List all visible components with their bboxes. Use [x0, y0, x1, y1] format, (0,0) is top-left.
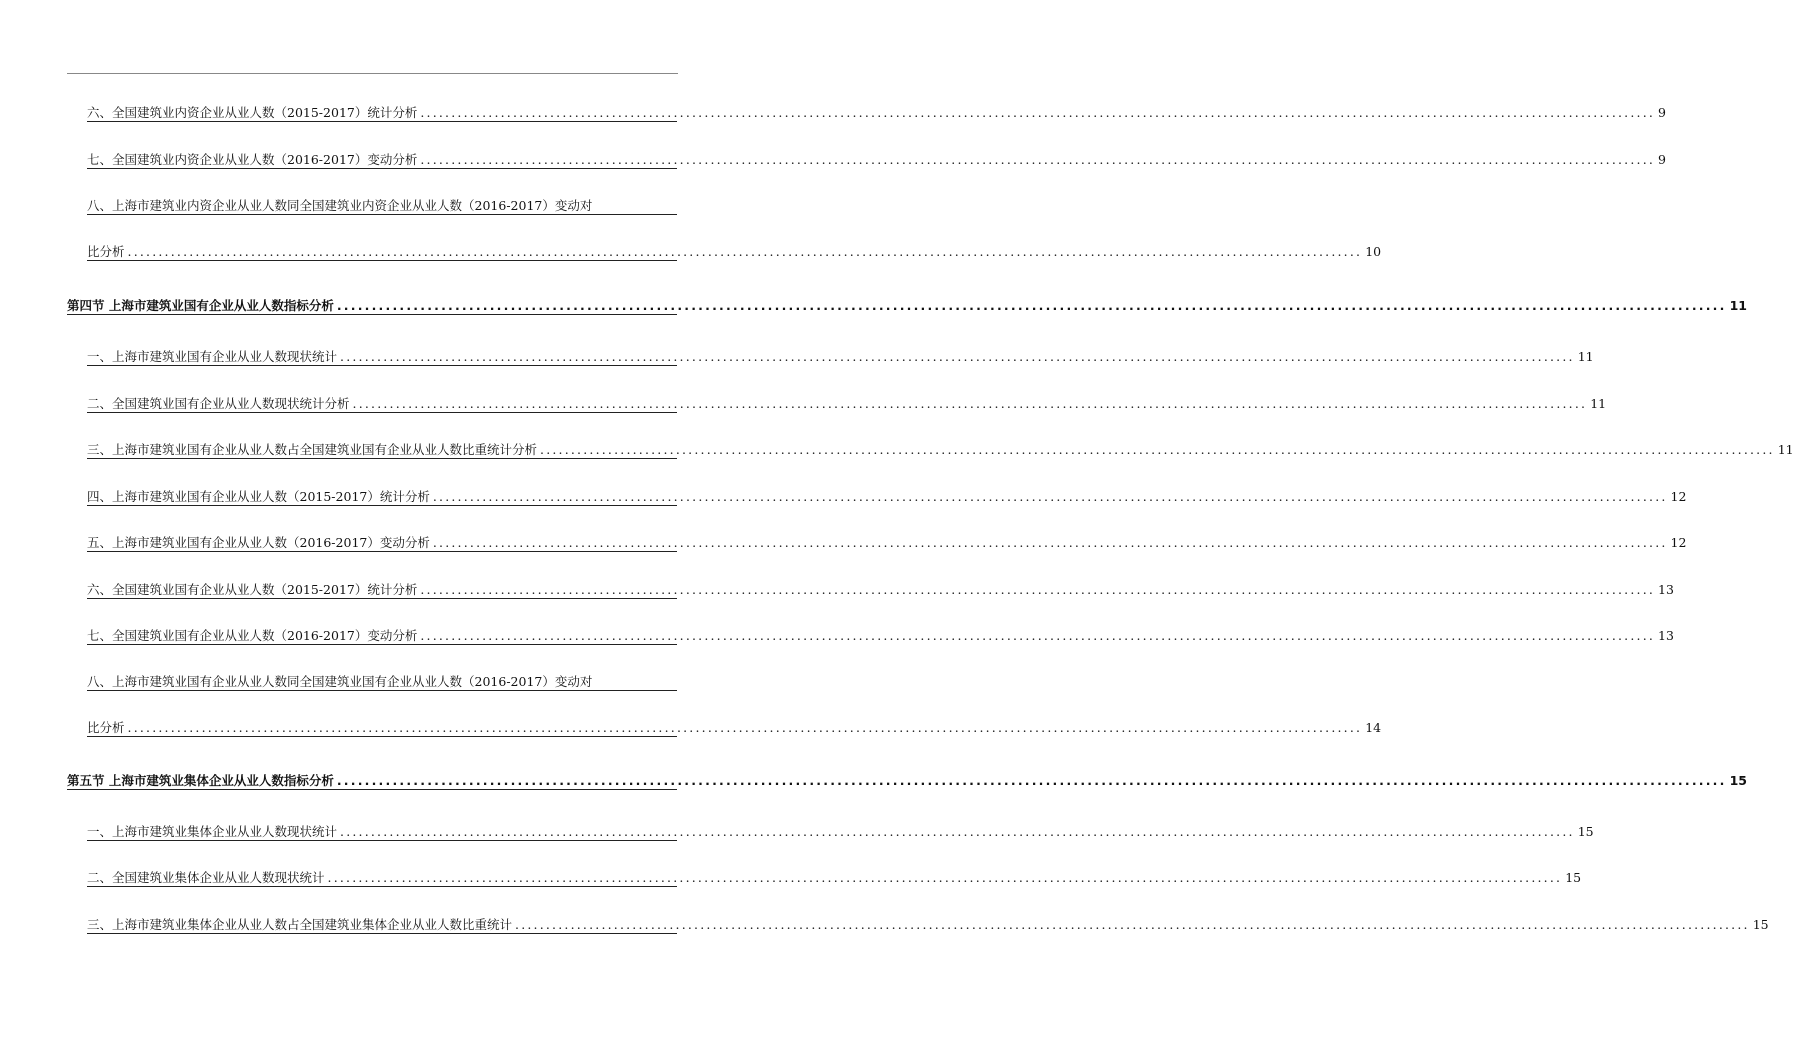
dot-leader: ........................................................................................................................................................................................................	[420, 105, 1656, 120]
toc-page-number: 14	[1365, 720, 1382, 735]
header-rule	[67, 73, 678, 74]
toc-page-number: 9	[1658, 152, 1666, 167]
toc-entry-title: 一、上海市建筑业国有企业从业人数现状统计	[87, 349, 338, 364]
dot-leader: ........................................................................................................................................................................................................	[420, 628, 1656, 643]
dot-leader: ........................................................................................................................................................................................................	[432, 489, 1668, 504]
toc-page-number: 10	[1365, 244, 1382, 259]
toc-page-number: 11	[1777, 442, 1794, 457]
toc-entry-link[interactable]	[87, 348, 1594, 366]
toc-entry-title: 七、全国建筑业国有企业从业人数（2016-2017）变动分析	[87, 628, 418, 643]
toc-entry-link[interactable]	[87, 719, 1382, 737]
toc-entry-title: 六、全国建筑业国有企业从业人数（2015-2017）统计分析	[87, 582, 418, 597]
toc-entry-link[interactable]	[87, 534, 1687, 552]
dot-leader: ........................................................................................................................................................................................................	[540, 442, 1775, 457]
toc-entry-link[interactable]	[87, 869, 1582, 887]
toc-entry-title: 八、上海市建筑业国有企业从业人数同全国建筑业国有企业从业人数（2016-2017）变动对	[87, 674, 593, 689]
toc-entry-link[interactable]	[87, 488, 1687, 506]
toc-entry-link[interactable]	[87, 823, 1594, 841]
toc-entry-title: 三、上海市建筑业国有企业从业人数占全国建筑业国有企业从业人数比重统计分析	[87, 442, 538, 457]
toc-entry-link[interactable]	[87, 197, 677, 215]
dot-leader: ........................................................................................................................................................................................................	[327, 870, 1563, 885]
toc-entry-title: 二、全国建筑业集体企业从业人数现状统计	[87, 870, 325, 885]
toc-entry-title: 比分析	[87, 244, 125, 259]
toc-page-number: 15	[1752, 917, 1769, 932]
toc-section-link[interactable]	[67, 772, 1747, 790]
toc-entry-link[interactable]	[87, 243, 1382, 261]
dot-leader: ........................................................................................................................................................................................................	[432, 535, 1668, 550]
toc-entry-title: 七、全国建筑业内资企业从业人数（2016-2017）变动分析	[87, 152, 418, 167]
dot-leader: ........................................................................................................................................................................................................	[127, 244, 1363, 259]
toc-entry-link[interactable]	[87, 441, 1794, 459]
toc-page-number: 13	[1658, 582, 1674, 597]
dot-leader: ........................................................................................................................................................................................................	[127, 720, 1363, 735]
toc-entry-title: 第四节 上海市建筑业国有企业从业人数指标分析	[67, 298, 334, 313]
toc-page-number: 13	[1658, 628, 1674, 643]
toc-page-number: 15	[1729, 773, 1747, 788]
toc-page-number: 11	[1590, 396, 1607, 411]
dot-leader: ........................................................................................................................................................................................................	[420, 152, 1656, 167]
toc-entry-link[interactable]	[87, 673, 677, 691]
toc-section-link[interactable]	[67, 297, 1747, 315]
toc-entry-title: 三、上海市建筑业集体企业从业人数占全国建筑业集体企业从业人数比重统计	[87, 917, 513, 932]
toc-page-number: 11	[1577, 349, 1594, 364]
toc-page-number: 15	[1565, 870, 1582, 885]
toc-entry-link[interactable]	[87, 916, 1769, 934]
dot-leader: ........................................................................................................................................................................................................	[352, 396, 1588, 411]
dot-leader: ........................................................................................................................................................................................................	[340, 824, 1575, 839]
dot-leader: ........................................................................................................................................................................................................	[336, 773, 1727, 788]
toc-entry-link[interactable]	[87, 395, 1607, 413]
toc-entry-title: 六、全国建筑业内资企业从业人数（2015-2017）统计分析	[87, 105, 418, 120]
dot-leader: ........................................................................................................................................................................................................	[515, 917, 1750, 932]
toc-entry-title: 二、全国建筑业国有企业从业人数现状统计分析	[87, 396, 350, 411]
toc-page-number: 15	[1577, 824, 1594, 839]
toc-entry-title: 一、上海市建筑业集体企业从业人数现状统计	[87, 824, 338, 839]
toc-entry-title: 第五节 上海市建筑业集体企业从业人数指标分析	[67, 773, 334, 788]
toc-page-number: 11	[1729, 298, 1747, 313]
toc-page-number: 12	[1670, 489, 1687, 504]
dot-leader: ........................................................................................................................................................................................................	[340, 349, 1575, 364]
toc-entry-link[interactable]	[87, 581, 1674, 599]
dot-leader: ........................................................................................................................................................................................................	[420, 582, 1656, 597]
toc-page-number: 12	[1670, 535, 1687, 550]
toc-entry-link[interactable]	[87, 104, 1666, 122]
toc-entry-title: 四、上海市建筑业国有企业从业人数（2015-2017）统计分析	[87, 489, 430, 504]
toc-page-number: 9	[1658, 105, 1666, 120]
dot-leader: ........................................................................................................................................................................................................	[336, 298, 1727, 313]
toc-entry-link[interactable]	[87, 151, 1666, 169]
toc-entry-title: 五、上海市建筑业国有企业从业人数（2016-2017）变动分析	[87, 535, 430, 550]
toc-entry-title: 比分析	[87, 720, 125, 735]
toc-entry-link[interactable]	[87, 627, 1674, 645]
toc-entry-title: 八、上海市建筑业内资企业从业人数同全国建筑业内资企业从业人数（2016-2017）变动对	[87, 198, 593, 213]
